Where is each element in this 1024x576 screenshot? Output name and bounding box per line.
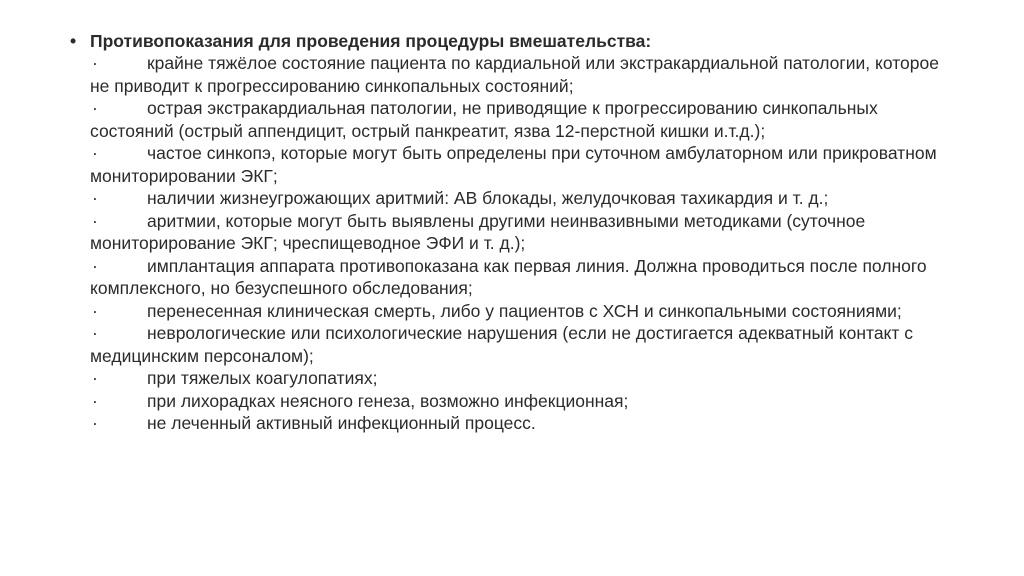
list-marker: ·: [92, 323, 98, 343]
list-item: [90, 97, 950, 142]
slide-heading: Противопоказания для проведения процедуры вмешательства:: [90, 31, 652, 51]
list-marker: ·: [92, 390, 98, 411]
list-item-text: неврологические или психологические нарушения (если не достигается адекватный контакт с медицинским персоналом);: [90, 323, 914, 366]
list-item: [90, 255, 950, 300]
list-item: [90, 412, 950, 435]
list-item: [90, 300, 950, 323]
list-marker: ·: [92, 368, 98, 388]
list-marker: ·: [92, 300, 98, 321]
list-marker: ·: [92, 143, 98, 163]
list-item: [90, 367, 950, 390]
slide-content: [70, 30, 950, 435]
list-marker: ·: [92, 98, 98, 118]
list-item-text: наличии жизнеугрожающих аритмий: АВ блокады, желудочковая тахикардия и т. д.;: [147, 188, 829, 208]
heading-row: [70, 30, 950, 52]
list-item: [90, 187, 950, 210]
list-item: [90, 322, 950, 367]
bullet-icon: •: [70, 31, 77, 51]
list-item-text: перенесенная клиническая смерть, либо у пациентов с ХСН и синкопальными состояниями;: [147, 300, 902, 321]
list-item-text: при тяжелых коагулопатиях;: [147, 368, 378, 388]
list-marker: ·: [92, 413, 98, 433]
list-marker: ·: [92, 210, 98, 231]
list-item-text: аритмии, которые могут быть выявлены другими неинвазивными методиками (суточное мониторирование ЭКГ; чреспищеводное ЭФИ и т. д.);: [90, 210, 866, 253]
list-item: [90, 390, 950, 413]
list-item: [90, 142, 950, 187]
list-marker: ·: [92, 255, 98, 276]
contraindication-list: [90, 52, 950, 435]
list-item-text: крайне тяжёлое состояние пациента по кардиальной или экстракардиальной патологии, которое не приводит к прогрессированию синкопальных состояний;: [90, 53, 939, 96]
list-item-text: частое синкопэ, которые могут быть определены при суточном амбулаторном или прикроватном мониторировании ЭКГ;: [90, 143, 937, 186]
list-item-text: имплантация аппарата противопоказана как первая линия. Должна проводиться после полного комплексного, но безуспешного обследования;: [90, 255, 927, 298]
list-item-text: острая экстракардиальная патологии, не приводящие к прогрессированию синкопальных состояний (острый аппендицит, острый панкреатит, язва 12-перстной кишки и.т.д.);: [90, 98, 878, 141]
list-item-text: при лихорадках неясного генеза, возможно инфекционная;: [147, 390, 629, 411]
list-item: [90, 52, 950, 97]
list-marker: ·: [92, 53, 98, 73]
list-item-text: не леченный активный инфекционный процесс.: [147, 413, 536, 433]
list-item: [90, 210, 950, 255]
list-marker: ·: [92, 188, 98, 208]
